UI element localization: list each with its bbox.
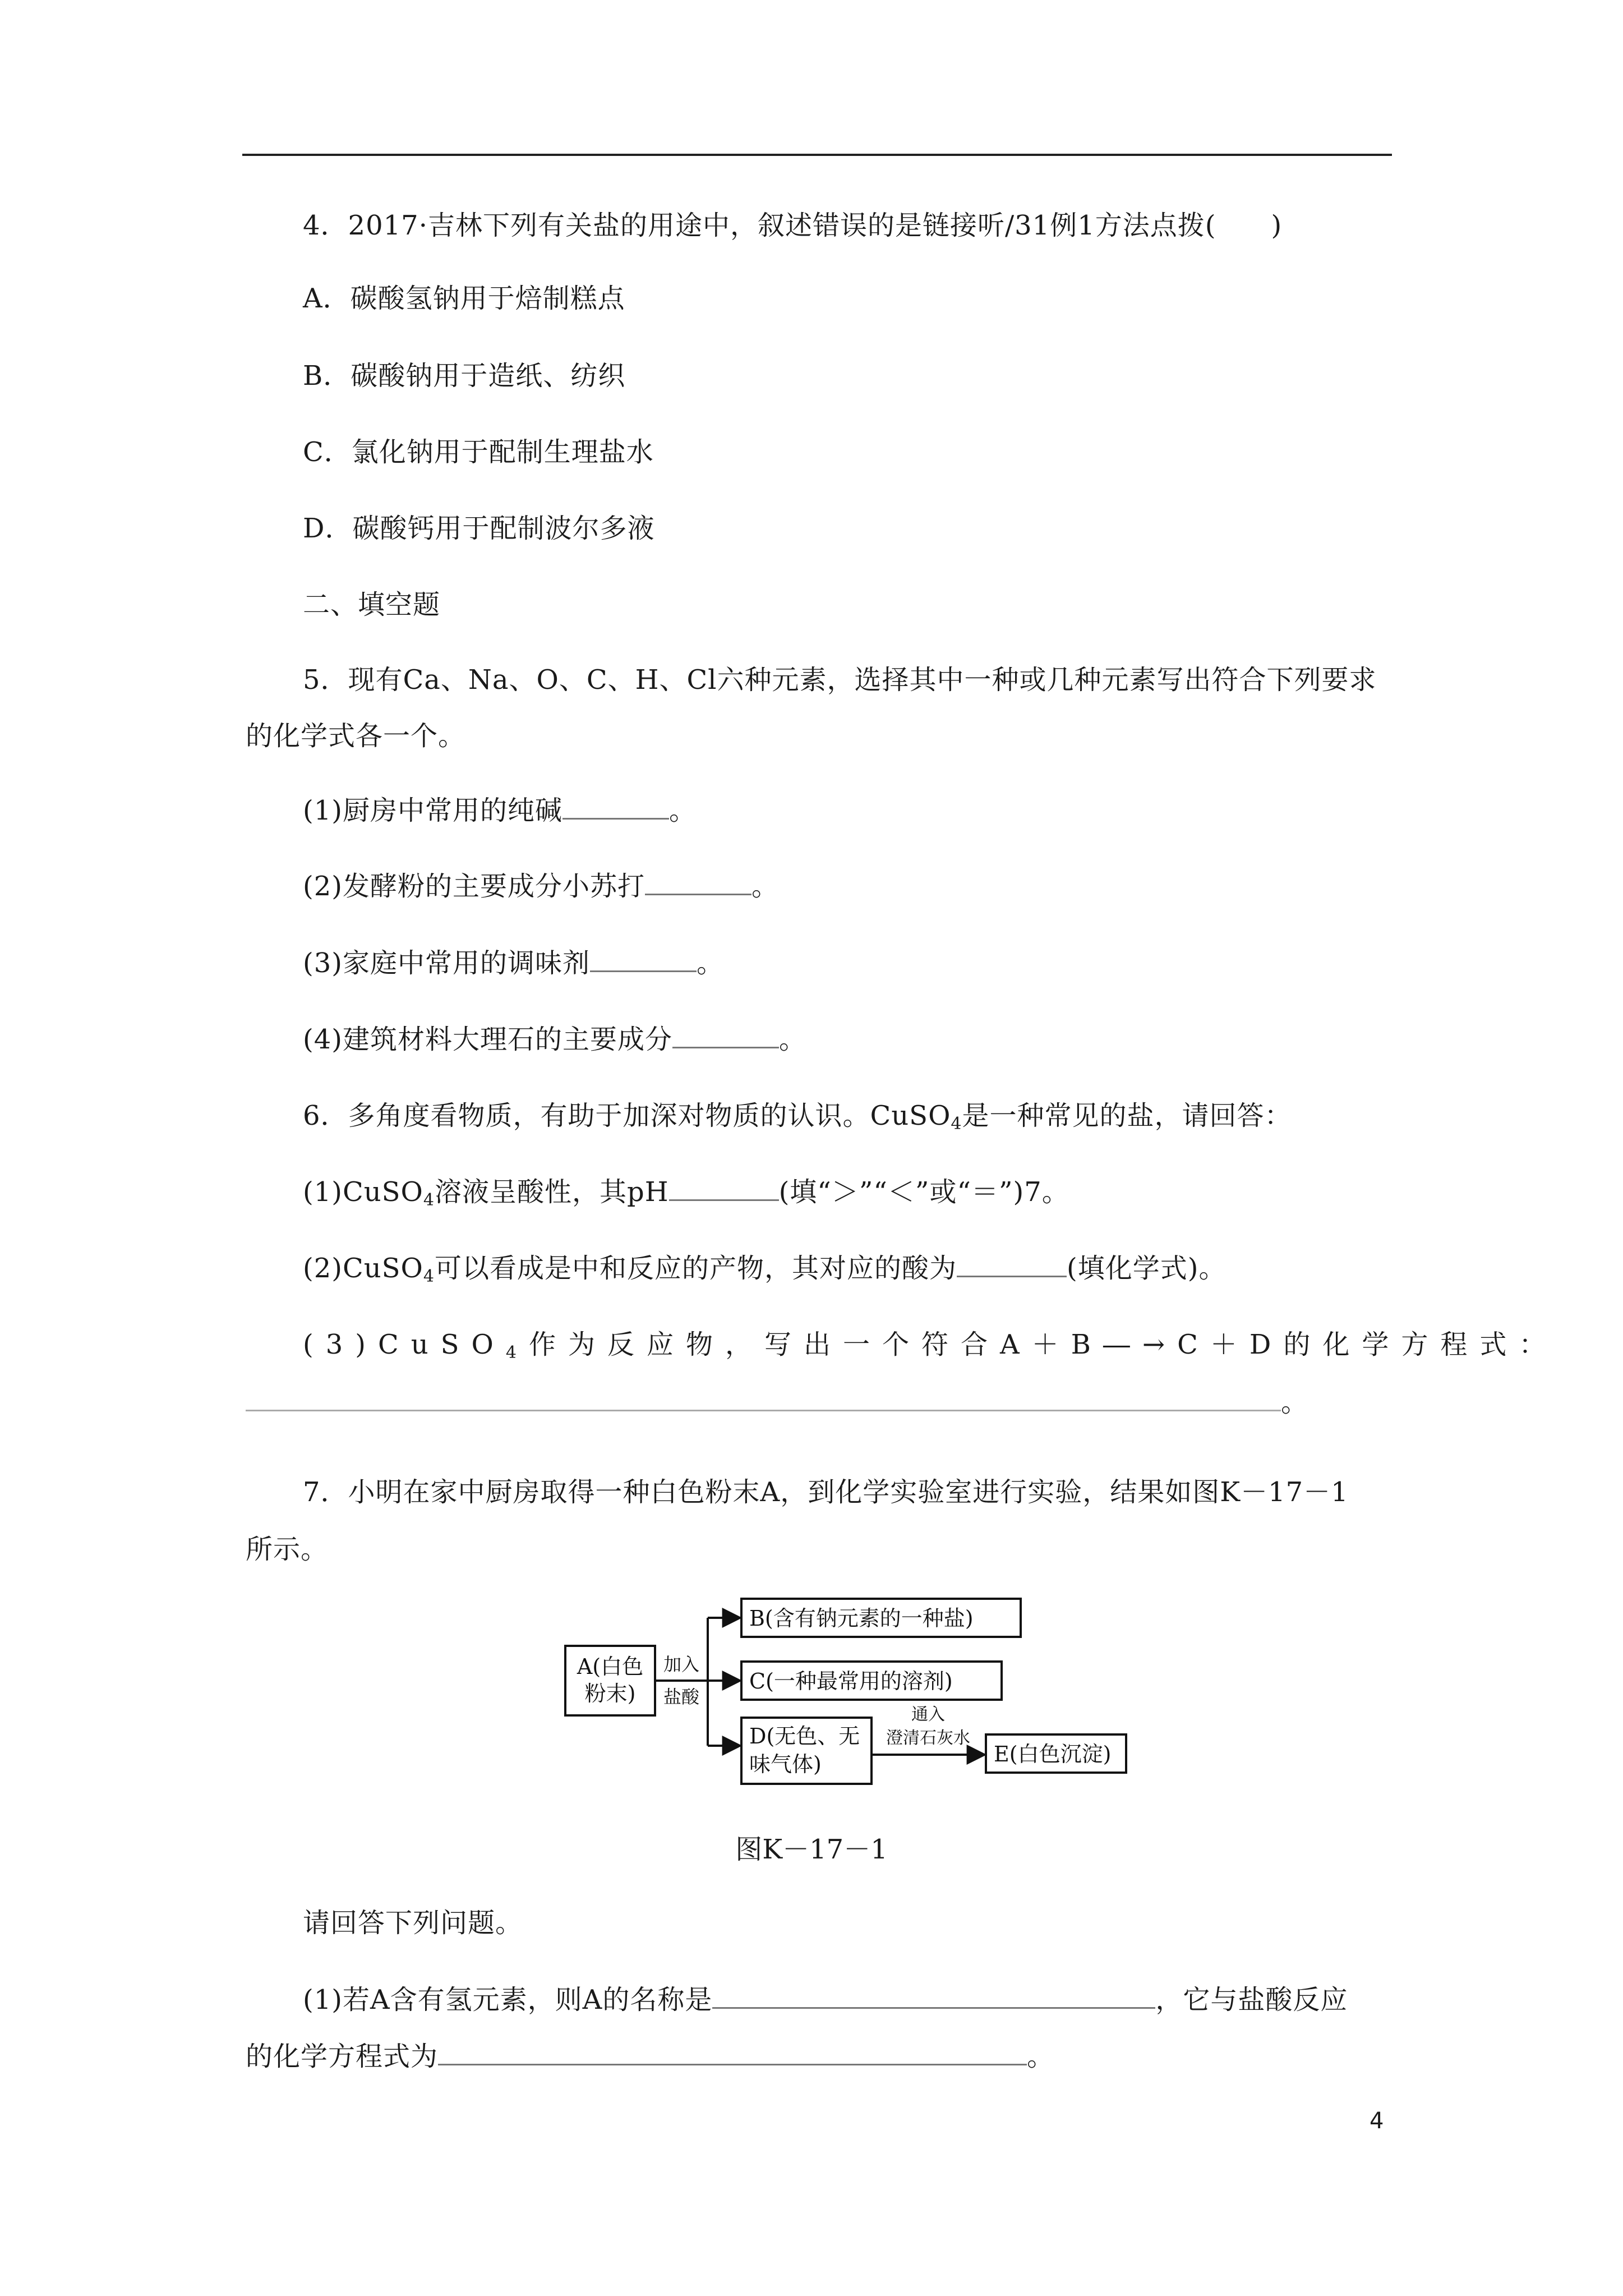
q4-option-c: C．氯化钠用于配制生理盐水: [303, 436, 654, 468]
q6-part-3-text-b: 作为反应物，写出一个符合A＋B―→C＋D的化学方程式：: [528, 1329, 1559, 1360]
box-a-label-2: 粉末): [584, 1681, 636, 1706]
q6-part-1-text-a: (1)CuSO: [303, 1176, 423, 1208]
q4-option-b: B．碳酸钠用于造纸、纺织: [303, 360, 626, 392]
add-acid-label-1: 加入: [663, 1654, 700, 1675]
q5-item-3-text: (3)家庭中常用的调味剂: [303, 947, 590, 979]
page-number: 4: [1370, 2108, 1384, 2134]
q7-part-1-line1: [303, 1982, 1348, 2018]
q6-part-2-text-c: (填化学式)。: [1066, 1253, 1227, 1284]
q7-stem-line2: 所示。: [246, 1534, 329, 1565]
q7-stem-line1: 7．小明在家中厨房取得一种白色粉末A，到化学实验室进行实验，结果如图K－17－1: [303, 1476, 1349, 1508]
q6-part-3-end: 。: [1281, 1387, 1309, 1418]
box-d-label-1: D(无色、无: [749, 1724, 860, 1749]
figure-caption: 图K－17－1: [735, 1834, 888, 1865]
q6-stem-text-a: 6．多角度看物质，有助于加深对物质的认识。CuSO: [303, 1100, 951, 1131]
q6-part-1-text-c: (填“＞”“＜”或“＝”)7。: [778, 1176, 1069, 1208]
q7-part-1-end: 。: [1027, 2041, 1055, 2072]
pass-label-2: 澄清石灰水: [886, 1728, 970, 1748]
q7-prompt: 请回答下列问题。: [303, 1907, 523, 1939]
q6-part-1-text-b: 溶液呈酸性，其pH: [434, 1176, 669, 1208]
q7-answer-blank-name[interactable]: [712, 1982, 1155, 2009]
q4-option-d: D．碳酸钙用于配制波尔多液: [303, 513, 655, 544]
q7-part-1-text-a: (1)若A含有氢元素，则A的名称是: [303, 1984, 713, 2016]
q5-item-2-end: 。: [751, 871, 780, 902]
section-title: 二、填空题: [303, 589, 441, 620]
q4-option-a: A．碳酸氢钠用于焙制糕点: [303, 283, 625, 314]
q5-item-1-end: 。: [669, 795, 697, 826]
box-d-label-2: 味气体): [749, 1752, 822, 1777]
q6-part-2-text-a: (2)CuSO: [303, 1253, 423, 1284]
q7-part-1-text-b: ，它与盐酸反应: [1155, 1984, 1348, 2016]
q7-answer-blank-equation[interactable]: [438, 2039, 1027, 2065]
q7-part-1-line2: [246, 2039, 1054, 2074]
q6-part-3-subscript: 4: [505, 1343, 529, 1363]
q5-stem-line2: 的化学式各一个。: [246, 720, 466, 752]
q6-stem-subscript: 4: [951, 1114, 962, 1134]
q6-part-2-subscript: 4: [423, 1267, 435, 1286]
q6-part-1-subscript: 4: [423, 1190, 435, 1210]
pass-label-1: 通入: [911, 1705, 945, 1724]
q6-stem-text-b: 是一种常见的盐，请回答：: [962, 1100, 1292, 1131]
q6-part-2-text-b: 可以看成是中和反应的产物，其对应的酸为: [434, 1253, 957, 1284]
q5-item-2-text: (2)发酵粉的主要成分小苏打: [303, 871, 645, 902]
q5-stem-line1: 5．现有Ca、Na、O、C、H、Cl六种元素，选择其中一种或几种元素写出符合下列要求: [303, 664, 1377, 696]
q7-part-1-text-c: 的化学方程式为: [246, 2041, 439, 2072]
box-a-label-1: A(白色: [577, 1654, 644, 1679]
add-acid-label-2: 盐酸: [663, 1686, 700, 1708]
box-e-label: E(白色沉淀): [994, 1742, 1112, 1766]
q4-stem: 4．2017·吉林下列有关盐的用途中，叙述错误的是链接听/31例1方法点拨( ): [303, 210, 1283, 241]
q6-part-3-text-a: (3)CuSO: [303, 1329, 506, 1360]
box-c-label: C(一种最常用的溶剂): [749, 1669, 953, 1694]
q5-item-1-text: (1)厨房中常用的纯碱: [303, 795, 562, 826]
q5-item-4-text: (4)建筑材料大理石的主要成分: [303, 1024, 672, 1055]
box-b-label: B(含有钠元素的一种盐): [749, 1606, 974, 1631]
q5-item-4-end: 。: [779, 1024, 807, 1055]
q5-item-3-end: 。: [697, 947, 725, 979]
